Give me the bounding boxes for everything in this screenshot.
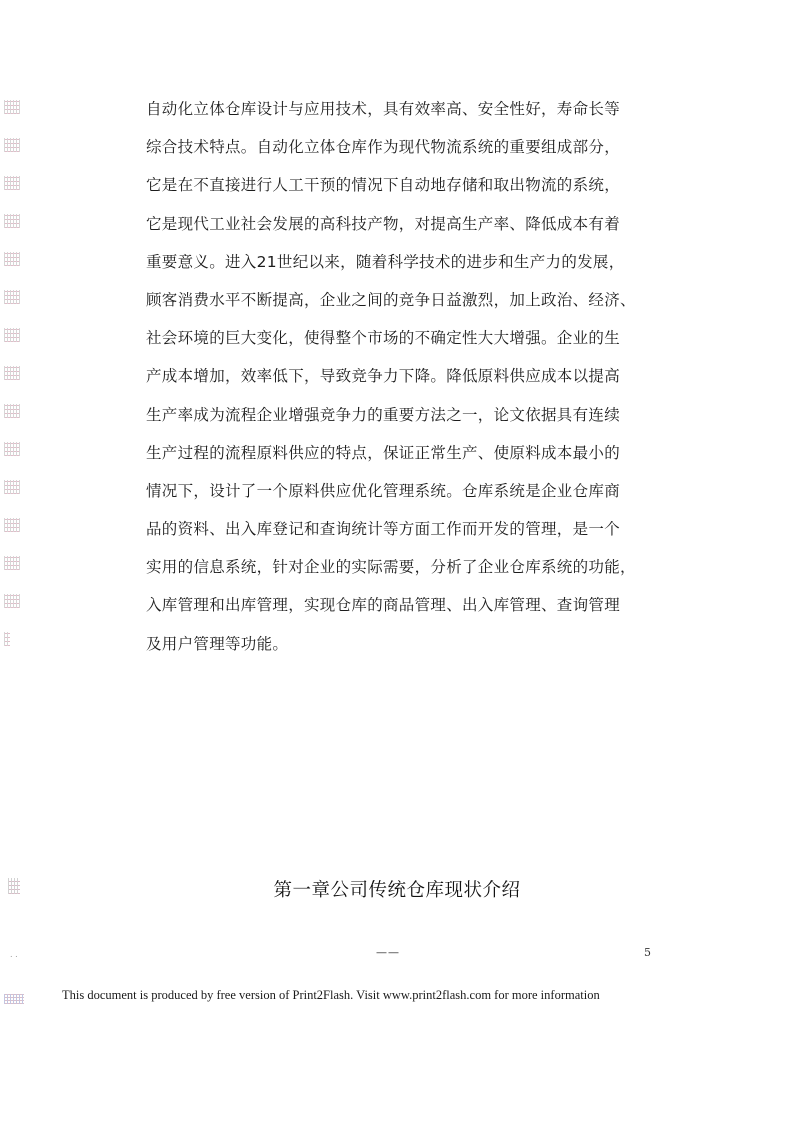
margin-mark	[4, 100, 20, 114]
paragraph-line: 及用户管理等功能。	[146, 634, 289, 653]
margin-mark	[4, 518, 20, 532]
margin-mark	[4, 480, 20, 494]
footer-dashes: ——	[376, 946, 400, 959]
paragraph-line: 自动化立体仓库设计与应用技术，具有效率高、安全性好，寿命长等	[146, 100, 621, 118]
margin-mark	[4, 138, 20, 152]
paragraph-line: 社会环境的巨大变化，使得整个市场的不确定性大大增强。企业的生	[146, 329, 621, 348]
paragraph-line: 产成本增加，效率低下，导致竞争力下降。降低原料供应成本以提高	[146, 367, 621, 386]
margin-mark	[4, 632, 10, 646]
margin-mark	[4, 442, 20, 456]
paragraph-line: 顾客消费水平不断提高，企业之间的竞争日益激烈，加上政治、经济、	[146, 290, 636, 309]
margin-mark	[4, 594, 20, 608]
margin-mark	[4, 404, 20, 418]
body-paragraph	[146, 92, 656, 665]
page-number: 5	[644, 946, 651, 959]
paragraph-line: 它是现代工业社会发展的高科技产物，对提高生产率、降低成本有着	[146, 214, 621, 233]
paragraph-line: 综合技术特点。自动化立体仓库作为现代物流系统的重要组成部分，	[146, 138, 621, 157]
watermark-notice: This document is produced by free version of Print2Flash. Visit www.print2flash.com for more information	[62, 988, 600, 1002]
chapter-heading: 第一章公司传统仓库现状介绍	[273, 880, 521, 901]
margin-mark	[4, 556, 20, 570]
margin-mark	[4, 290, 20, 304]
paragraph-line: 情况下，设计了一个原料供应优化管理系统。仓库系统是企业仓库商	[146, 481, 621, 500]
paragraph-line: 入库管理和出库管理，实现仓库的商品管理、出入库管理、查询管理	[146, 596, 621, 615]
footer-dots: . .	[10, 950, 18, 959]
paragraph-line: 生产过程的流程原料供应的特点，保证正常生产、使原料成本最小的	[146, 443, 621, 462]
paragraph-line: 生产率成为流程企业增强竞争力的重要方法之一，论文依据具有连续	[146, 405, 621, 424]
margin-mark	[4, 328, 20, 342]
margin-mark	[4, 214, 20, 228]
margin-mark	[4, 366, 20, 380]
page-footer	[0, 946, 794, 966]
watermark-margin-mark	[4, 994, 24, 1004]
paragraph-line: 实用的信息系统，针对企业的实际需要，分析了企业仓库系统的功能，	[146, 558, 636, 577]
paragraph-line: 它是在不直接进行人工干预的情况下自动地存储和取出物流的系统，	[146, 176, 621, 195]
paragraph-line: 品的资料、出入库登记和查询统计等方面工作而开发的管理，是一个	[146, 520, 621, 539]
margin-mark	[4, 176, 20, 190]
margin-mark	[4, 252, 20, 266]
paragraph-line: 重要意义。进入21世纪以来，随着科学技术的进步和生产力的发展，	[146, 252, 625, 271]
